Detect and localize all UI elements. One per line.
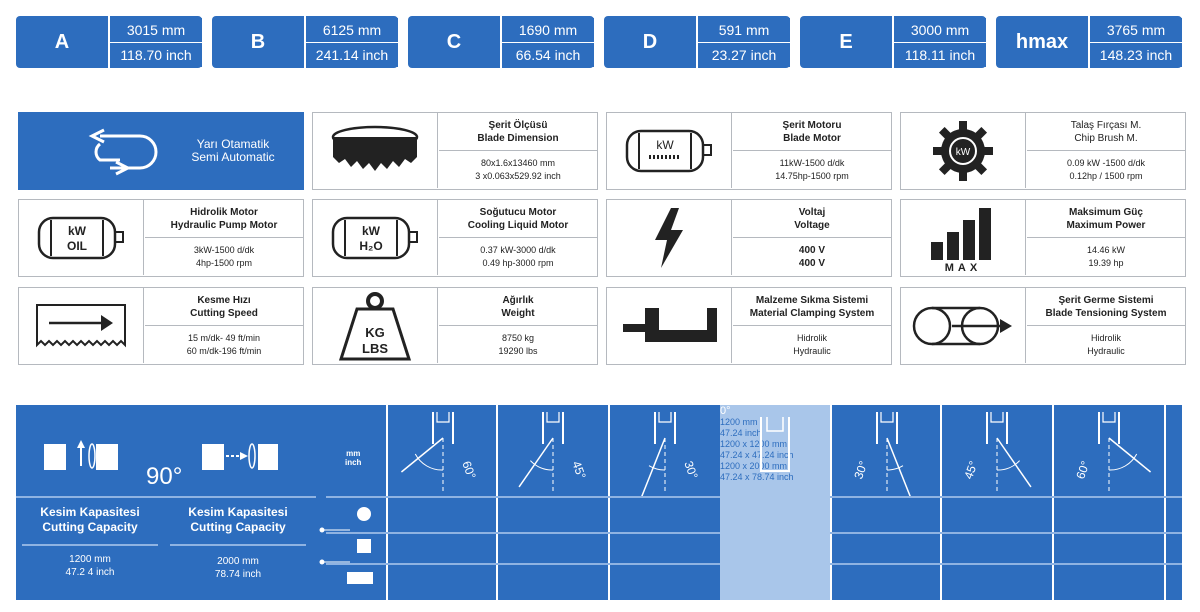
- spec-value-1: 3kW-1500 d/dk: [193, 245, 255, 255]
- spec-value-1: 11kW-1500 d/dk: [779, 158, 845, 168]
- spec-blade-dimension: [312, 112, 598, 190]
- blade-angle-60-icon: [389, 408, 497, 496]
- spec-voltage: [606, 199, 892, 277]
- coolant-motor-icon: [325, 212, 425, 264]
- spec-title-tr: Talaş Fırçası M.: [1070, 119, 1142, 131]
- left-capacity-inch: 47.2 4 inch: [65, 567, 115, 578]
- dimension-box-4: [604, 16, 790, 68]
- dimension-box-2: [212, 16, 398, 68]
- angle-label-30: 30°: [851, 459, 871, 481]
- right-capacity-mm: 2000 mm: [217, 556, 259, 567]
- left-capacity-title-tr: Kesim Kapasitesi: [40, 505, 140, 519]
- spec-value-2: 0.49 hp-3000 rpm: [482, 258, 554, 268]
- spec-title-tr: Şerit Germe Sistemi: [1058, 294, 1154, 306]
- spec-max-power: [900, 199, 1186, 277]
- spec-blade-motor: [606, 112, 892, 190]
- max-label: MAX: [944, 261, 982, 272]
- spec-title-en: Weight: [501, 307, 535, 319]
- square-capacity-inch: 47.24 x 47.24 inch: [720, 450, 794, 460]
- cycle-arrows-icon: [80, 126, 170, 178]
- dimension-mm: 3765 mm: [1090, 18, 1182, 44]
- spec-value-2: 14.75hp-1500 rpm: [775, 171, 849, 181]
- spec-value-2: 3 x0.063x529.92 inch: [475, 171, 561, 181]
- dimension-mm: 591 mm: [698, 18, 790, 44]
- spec-value-1: Hidrolik: [1090, 333, 1121, 343]
- spec-title-tr: Hidrolik Motor: [190, 206, 258, 218]
- spec-title-tr: Maksimum Güç: [1069, 206, 1143, 218]
- dimension-letter: A: [54, 30, 70, 53]
- spec-title-tr: Şerit Motoru: [782, 119, 842, 131]
- spec-title-en: Chip Brush M.: [1074, 132, 1138, 144]
- dimension-inch: 241.14 inch: [306, 43, 398, 67]
- blade-angle-45-icon: [943, 408, 1051, 496]
- weight-lbs-label: LBS: [362, 340, 388, 356]
- round-capacity-inch: 47.24 inch: [720, 428, 762, 438]
- spec-title-tr: Voltaj: [798, 206, 826, 218]
- spec-value-2: 4hp-1500 rpm: [195, 258, 253, 268]
- spec-value-1: 8750 kg: [501, 333, 535, 343]
- motor-h2o-label: H₂O: [359, 238, 383, 253]
- zero-angle-column: [720, 405, 830, 600]
- right-capacity-title-en: Cutting Capacity: [190, 520, 286, 534]
- spec-value-2: Hydraulic: [1087, 346, 1125, 356]
- spec-title-en: Voltage: [794, 219, 830, 231]
- dimension-letter: B: [250, 30, 266, 53]
- blade-0-icon: [757, 415, 793, 485]
- dimension-inch: 66.54 inch: [502, 43, 594, 67]
- mode-label-en: Semi Automatic: [191, 150, 275, 164]
- spec-title-en: Blade Dimension: [477, 132, 559, 144]
- lightning-icon: [649, 206, 689, 270]
- motor-kw-label: kW: [68, 223, 86, 238]
- spec-title-en: Blade Tensioning System: [1045, 307, 1167, 319]
- rect-capacity-mm: 1200 x 2000 mm: [720, 461, 788, 471]
- dimension-letter: hmax: [1015, 30, 1069, 53]
- spec-value-1: 400 V: [798, 245, 826, 256]
- dimension-inch: 118.11 inch: [894, 43, 986, 67]
- motor-icon: [619, 125, 719, 177]
- dimension-letter: D: [642, 30, 658, 53]
- angle-label-60: 60°: [459, 459, 479, 481]
- vertical-clamp-icon: [40, 436, 124, 472]
- spec-cooling-motor: [312, 199, 598, 277]
- dimension-letter: C: [446, 30, 462, 53]
- spec-title-en: Material Clamping System: [749, 307, 875, 319]
- dimension-box-5: [800, 16, 986, 68]
- dimension-inch: 118.70 inch: [110, 43, 202, 67]
- round-capacity-mm: 1200 mm: [720, 417, 758, 427]
- gear-kw-label: kW: [955, 146, 971, 158]
- blade-angle-30-icon: [833, 408, 941, 496]
- spec-value-2: 400 V: [798, 258, 826, 269]
- spec-value-1: 0.09 kW -1500 d/dk: [1066, 158, 1146, 168]
- spec-title-tr: Soğutucu Motor: [479, 206, 557, 218]
- spec-value-2: 19290 lbs: [498, 346, 538, 356]
- spec-value-1: Hidrolik: [796, 333, 827, 343]
- dimension-mm: 1690 mm: [502, 18, 594, 44]
- angle-label-30: 30°: [681, 459, 701, 481]
- spec-title-tr: Kesme Hızı: [197, 294, 251, 306]
- right-capacity-inch: 78.74 inch: [214, 569, 262, 580]
- right-capacity-title-tr: Kesim Kapasitesi: [188, 505, 288, 519]
- weight-kg-label: KG: [365, 324, 385, 340]
- spec-value-1: 0.37 kW-3000 d/dk: [480, 245, 556, 255]
- blade-angle-30-icon: [611, 408, 719, 496]
- mode-card: [18, 112, 304, 190]
- rect-stock-icon: [346, 570, 374, 586]
- spec-value-2: 19.39 hp: [1088, 258, 1124, 268]
- dimension-box-1: [16, 16, 202, 68]
- saw-blade-icon: [327, 123, 423, 179]
- spec-title-tr: Şerit Ölçüsü: [488, 119, 548, 131]
- dimension-mm: 3000 mm: [894, 18, 986, 44]
- dimension-inch: 23.27 inch: [698, 43, 790, 67]
- spec-value-1: 80x1.6x13460 mm: [480, 158, 556, 168]
- dimension-letter: E: [839, 30, 853, 53]
- weight-icon: [335, 291, 415, 361]
- spec-hydraulic-pump: [18, 199, 304, 277]
- speed-arrow-icon: [31, 301, 131, 351]
- spec-value-2: 60 m/dk-196 ft/min: [186, 346, 262, 356]
- blade-angle-60-icon: [1055, 408, 1163, 496]
- motor-kw-label: kW: [362, 223, 380, 238]
- angle-label-45: 45°: [961, 459, 981, 481]
- spec-title-en: Cutting Speed: [190, 307, 258, 319]
- spec-title-en: Maximum Power: [1066, 219, 1146, 231]
- left-capacity-title-en: Cutting Capacity: [42, 520, 138, 534]
- motor-oil-label: OIL: [67, 238, 87, 253]
- spec-title-tr: Ağırlık: [502, 294, 534, 306]
- spec-chip-brush: [900, 112, 1186, 190]
- dimension-mm: 3015 mm: [110, 18, 202, 44]
- square-stock-icon: [356, 538, 372, 554]
- units-label: mm inch: [345, 449, 362, 467]
- motor-kw-label: kW: [656, 137, 674, 152]
- round-stock-icon: [356, 506, 372, 522]
- spec-title-en: Hydraulic Pump Motor: [170, 219, 278, 231]
- oil-motor-icon: [31, 212, 131, 264]
- spec-value-1: 14.46 kW: [1086, 245, 1126, 255]
- rect-capacity-inch: 47.24 x 78.74 inch: [720, 472, 794, 482]
- spec-weight: [312, 287, 598, 365]
- spec-title-tr: Malzeme Sıkma Sistemi: [755, 294, 869, 306]
- spec-value-2: 0.12hp / 1500 rpm: [1069, 171, 1143, 181]
- spec-clamping: [606, 287, 892, 365]
- gear-icon: [931, 119, 995, 183]
- power-bars-icon: [921, 204, 1005, 272]
- horizontal-clamp-icon: [198, 436, 282, 472]
- dimension-box-6: [996, 16, 1182, 68]
- tension-pulley-icon: [908, 301, 1018, 351]
- angle-label-0: 0°: [720, 405, 731, 417]
- dimension-box-3: [408, 16, 594, 68]
- angle-90-label: 90°: [146, 463, 183, 490]
- square-capacity-mm: 1200 x 1200 mm: [720, 439, 788, 449]
- spec-title-en: Cooling Liquid Motor: [467, 219, 569, 231]
- dimension-inch: 148.23 inch: [1090, 43, 1182, 67]
- spec-cutting-speed: [18, 287, 304, 365]
- vise-icon: [617, 304, 721, 348]
- mode-label-tr: Yarı Otamatik: [196, 137, 270, 151]
- spec-value-2: Hydraulic: [793, 346, 831, 356]
- blade-angle-45-icon: [499, 408, 607, 496]
- angle-label-45: 45°: [569, 459, 589, 481]
- spec-value-1: 15 m/dk- 49 ft/min: [187, 333, 261, 343]
- spec-title-en: Blade Motor: [783, 132, 841, 144]
- left-capacity-mm: 1200 mm: [69, 554, 111, 565]
- spec-tensioning: [900, 287, 1186, 365]
- angle-label-60: 60°: [1073, 459, 1093, 481]
- dimension-mm: 6125 mm: [306, 18, 398, 44]
